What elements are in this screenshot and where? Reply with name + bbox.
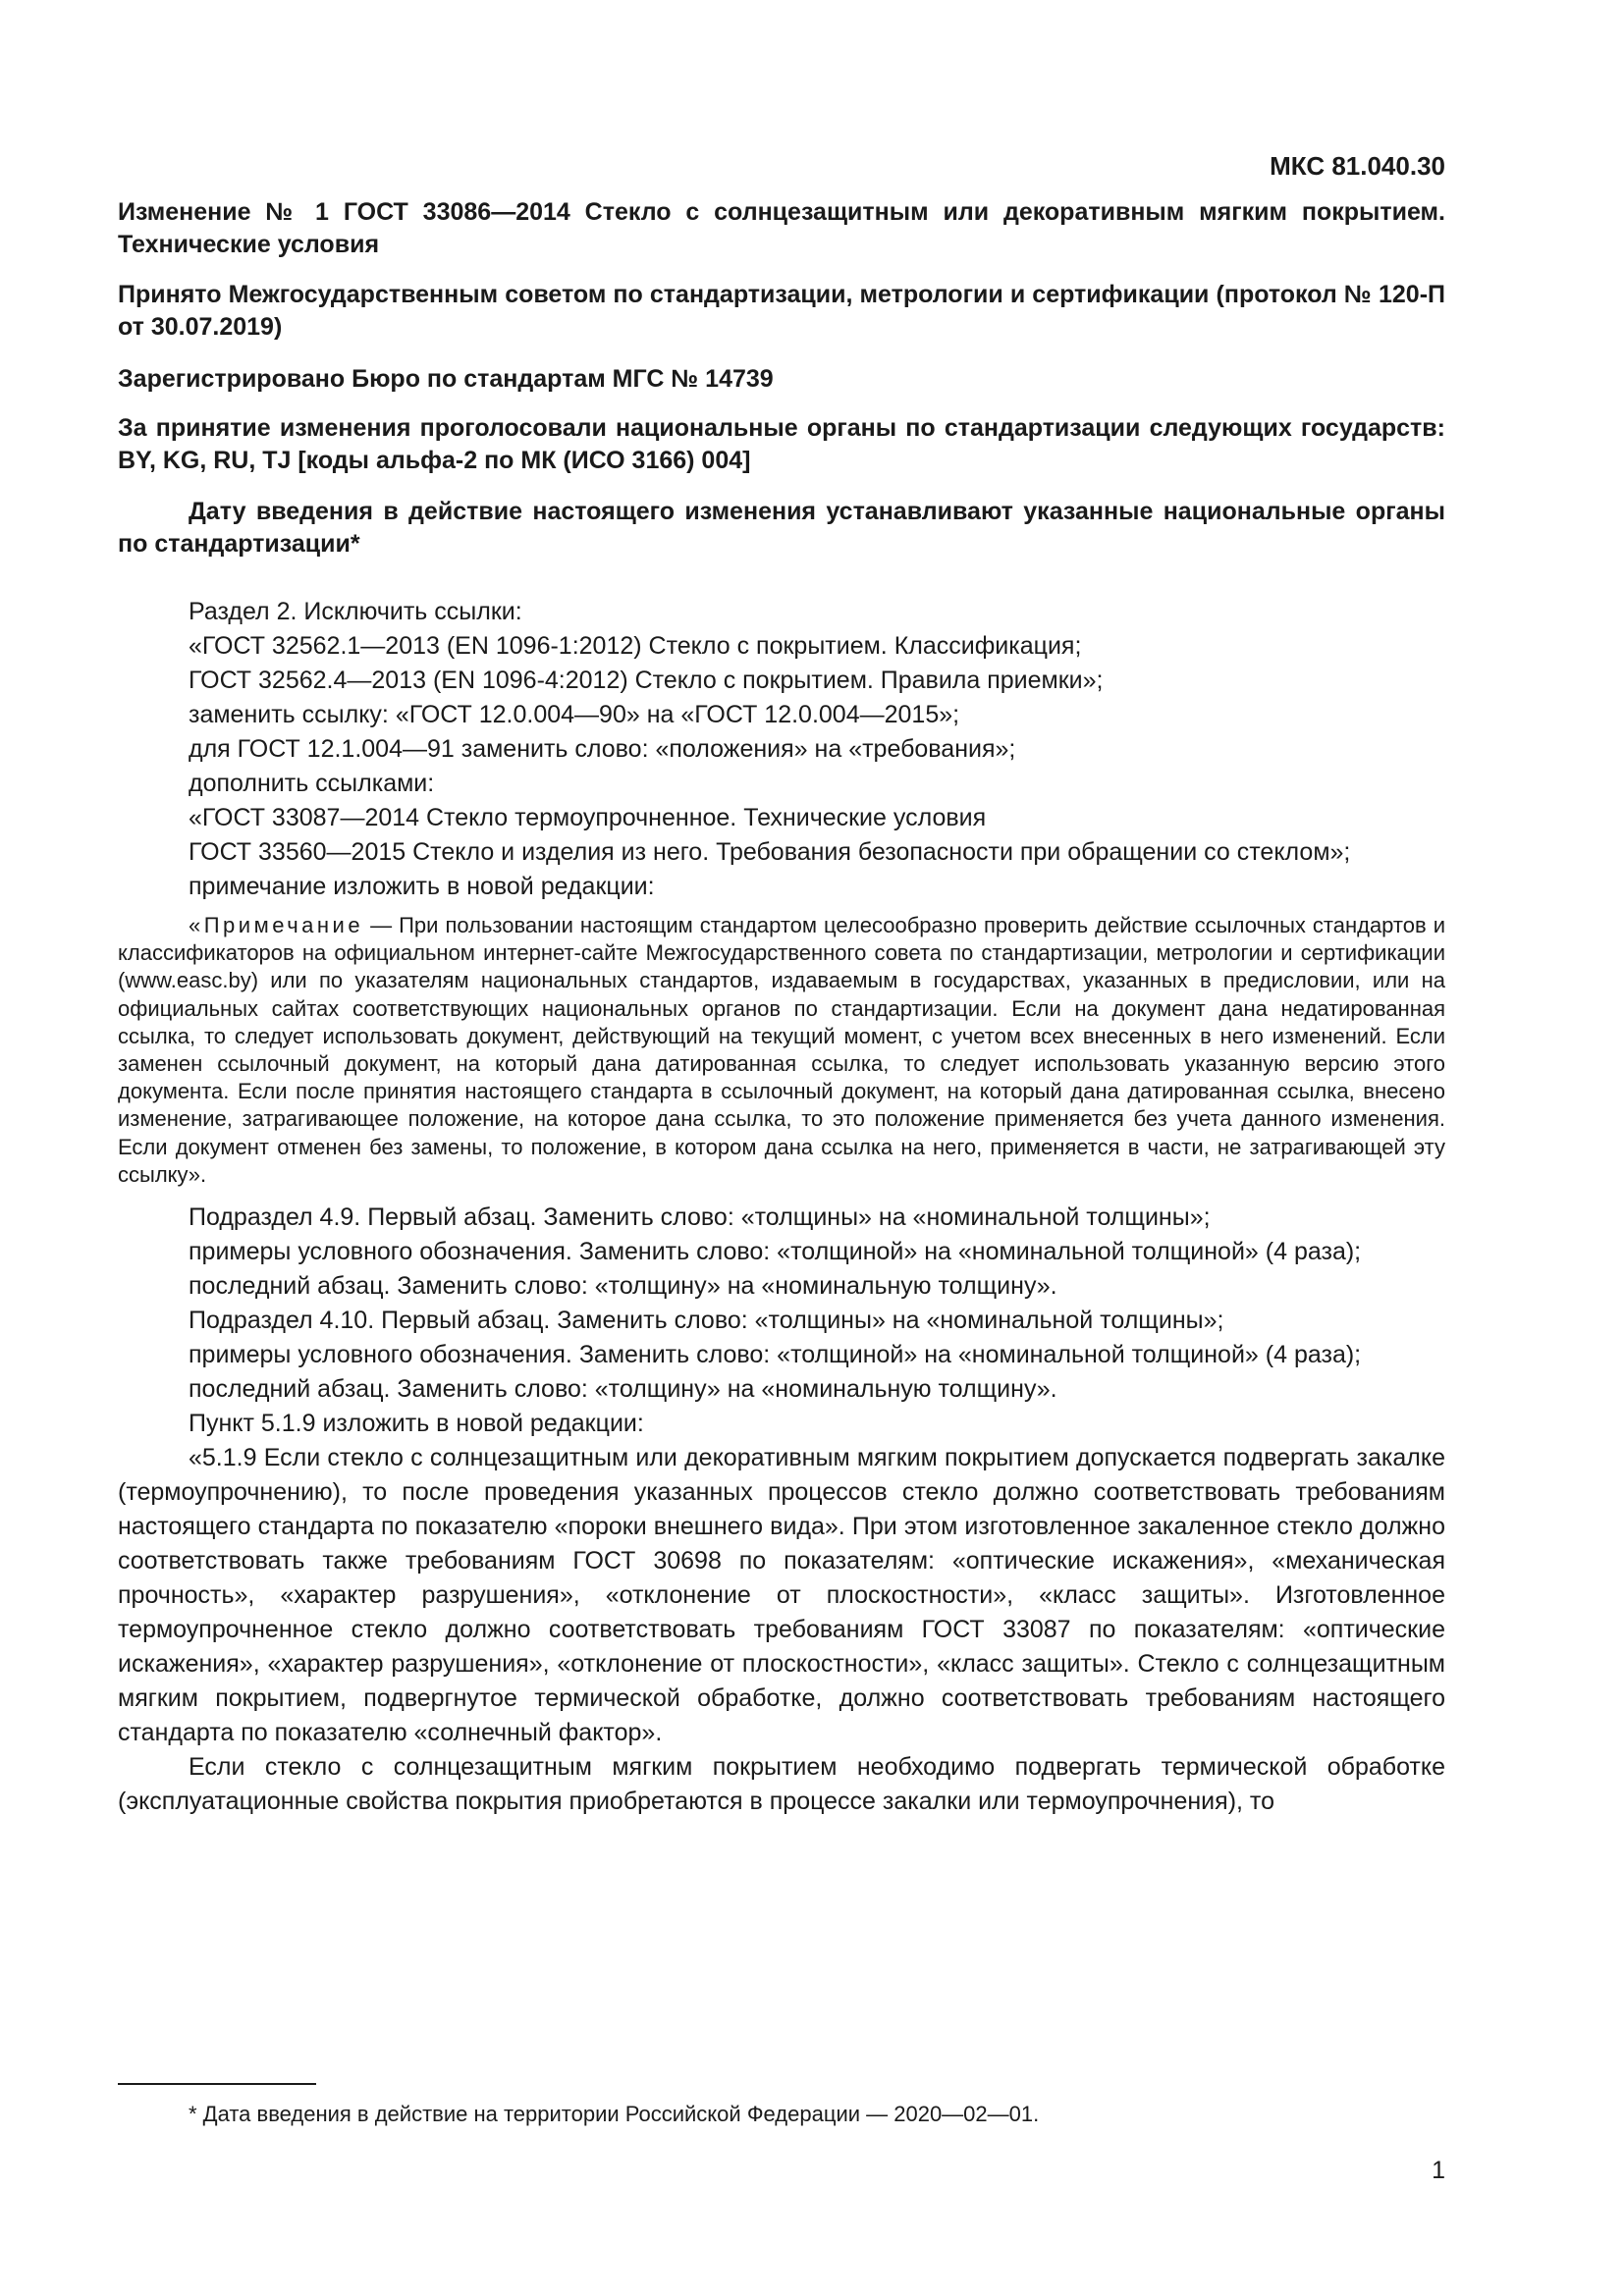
paragraph: Подраздел 4.10. Первый абзац. Заменить слово: «толщины» на «номинальной толщины»;: [189, 1307, 1224, 1335]
footnote: * Дата введения в действие на территории Российской Федерации — 2020—02—01.: [189, 2102, 1040, 2126]
paragraph: ГОСТ 33560—2015 Стекло и изделия из него. Требования безопасности при обращении со стеклом»;: [189, 838, 1351, 866]
paragraph: заменить ссылку: «ГОСТ 12.0.004—90» на «ГОСТ 12.0.004—2015»;: [189, 701, 960, 728]
note-text: — При пользовании настоящим стандартом целесообразно проверить действие ссылочных стандартов и классификаторов на официальном интернет-сайте Межгосударственного совета по стандартизации, метрологии и сертификации (www.easc.by) или по указателям национальных стандартов, издаваемым в государствах, указанных в предисловии, или на официальных сайтах соответствующих национальных органов по стандартизации. Если на документ дана недатированная ссылка, то следует использовать документ, действующий на текущий момент, с учетом всех внесенных в него изменений. Если заменен ссылочный документ, на который дана датированная ссылка, то следует использовать указанную версию этого документа. Если после принятия настоящего стандарта в ссылочный документ, на который дана датированная ссылка, внесено изменение, затрагивающее положение, на которое дана ссылка, то это положение применяется без учета данного изменения. Если документ отменен без замены, то положение, в котором дана ссылка на него, применяется в части, не затрагивающей эту ссылку».: [118, 913, 1445, 1187]
paragraph: для ГОСТ 12.1.004—91 заменить слово: «положения» на «требования»;: [189, 735, 1016, 763]
mks-code: МКС 81.040.30: [1270, 151, 1445, 181]
paragraph: последний абзац. Заменить слово: «толщину» на «номинальную толщину».: [189, 1272, 1057, 1301]
document-page: [118, 0, 1445, 2296]
paragraph: примечание изложить в новой редакции:: [189, 873, 655, 900]
amendment-body: [118, 595, 1445, 1819]
paragraph: «ГОСТ 33087—2014 Стекло термоупрочненное. Технические условия: [189, 804, 987, 831]
paragraph: «5.1.9 Если стекло с солнцезащитным или декоративным мягким покрытием допускается подвергать закалке (термоупрочнению), то после проведения указанных процессов стекло должно соответствовать требованиям настоящего стандарта по показателю «пороки внешнего вида». При этом изготовленное закаленное стекло должно соответствовать также требованиям ГОСТ 30698 по показателям: «оптические искажения», «механическая прочность», «характер разрушения», «отклонение от плоскостности», «класс защиты». Изготовленное термоупрочненное стекло должно соответствовать требованиям ГОСТ 33087 по показателям: «оптические искажения», «характер разрушения», «отклонение от плоскостности», «класс защиты». Стекло с солнцезащитным мягким покрытием, подвергнутое термической обработке, должно соответствовать требованиям настоящего стандарта по показателю «солнечный фактор».: [118, 1444, 1445, 1747]
paragraph: Если стекло с солнцезащитным мягким покрытием необходимо подвергать термической обработке (эксплуатационные свойства покрытия приобретаются в процессе закалки или термоупрочнения), то: [118, 1753, 1445, 1816]
paragraph: Подраздел 4.9. Первый абзац. Заменить слово: «толщины» на «номинальной толщины»;: [189, 1203, 1211, 1232]
paragraph: ГОСТ 32562.4—2013 (EN 1096-4:2012) Стекло с покрытием. Правила приемки»;: [189, 667, 1104, 694]
note-paragraph: [118, 912, 1445, 1189]
amendment-title: Изменение № 1 ГОСТ 33086—2014 Стекло с солнцезащитным или декоративным мягким покрытием. Технические условия: [118, 198, 1445, 258]
paragraph: примеры условного обозначения. Заменить слово: «толщиной» на «номинальной толщиной» (4 раза);: [189, 1341, 1362, 1369]
paragraph: Пункт 5.1.9 изложить в новой редакции:: [189, 1410, 644, 1438]
voting-statement: За принятие изменения проголосовали национальные органы по стандартизации следующих государств: BY, KG, RU, TJ [коды альфа-2 по МК (ИСО 3166) 004]: [118, 414, 1445, 474]
paragraph: дополнить ссылками:: [189, 770, 435, 797]
paragraph: Раздел 2. Исключить ссылки:: [189, 598, 522, 625]
paragraph: последний абзац. Заменить слово: «толщину» на «номинальную толщину».: [189, 1375, 1057, 1404]
footnote-divider: [118, 2083, 316, 2085]
adopted-statement: Принято Межгосударственным советом по стандартизации, метрологии и сертификации (протокол № 120-П от 30.07.2019): [118, 281, 1445, 341]
note-label: «Примечание: [189, 913, 364, 937]
effective-date-statement: Дату введения в действие настоящего изменения устанавливают указанные национальные органы по стандартизации*: [118, 498, 1445, 558]
paragraph: примеры условного обозначения. Заменить слово: «толщиной» на «номинальной толщиной» (4 раза);: [189, 1238, 1362, 1266]
paragraph: «ГОСТ 32562.1—2013 (EN 1096-1:2012) Стекло с покрытием. Классификация;: [189, 632, 1082, 660]
page-number: 1: [1432, 2157, 1445, 2184]
registration-statement: Зарегистрировано Бюро по стандартам МГС № 14739: [118, 365, 774, 393]
